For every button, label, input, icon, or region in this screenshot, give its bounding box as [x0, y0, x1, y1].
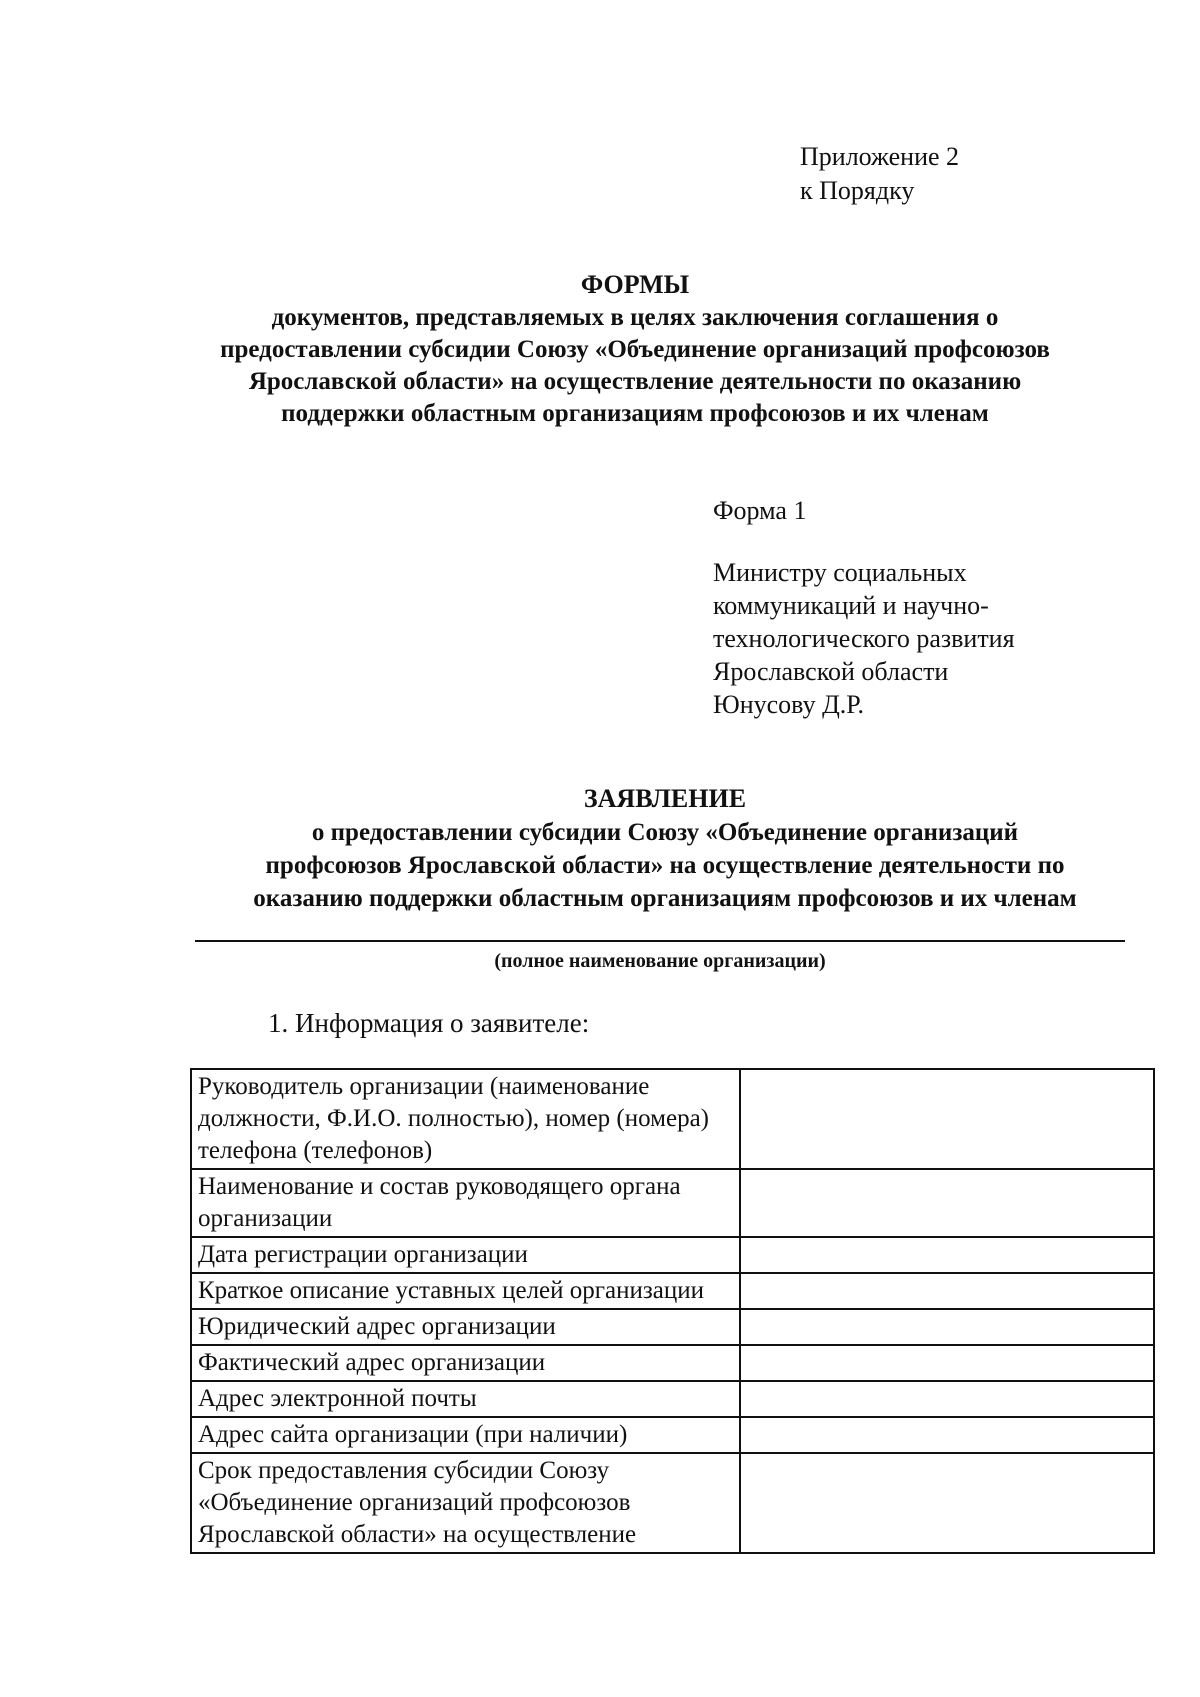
table-row — [191, 1273, 1154, 1309]
table-row — [191, 1417, 1154, 1453]
row-value — [740, 1169, 1154, 1237]
appendix-line-1: Приложение 2 — [800, 142, 960, 171]
organization-name-caption: (полное наименование организации) — [494, 950, 826, 972]
table-row — [191, 1169, 1154, 1237]
row-value — [740, 1069, 1154, 1169]
table-row — [191, 1345, 1154, 1381]
row-label: Руководитель организации (наименование должности, Ф.И.О. полностью), номер (номера) телефона (телефонов) — [191, 1069, 740, 1169]
appendix-note — [800, 140, 959, 208]
form-number: Форма 1 — [713, 496, 807, 525]
forms-heading-line: поддержки областным организациям профсоюзов и их членам — [281, 400, 989, 427]
table-row — [191, 1309, 1154, 1345]
statement-title: ЗАЯВЛЕНИЕ — [583, 784, 747, 813]
row-label: Срок предоставления субсидии Союзу «Объединение организаций профсоюзов Ярославской области» на осуществление — [191, 1453, 740, 1553]
forms-heading-line: предоставлении субсидии Союзу «Объединение организаций профсоюзов — [220, 336, 1050, 363]
row-label: Наименование и состав руководящего органа организации — [191, 1169, 740, 1237]
statement-heading-line: оказанию поддержки областным организациям профсоюзов и их членам — [253, 885, 1077, 912]
addressee-line: коммуникаций и научно- — [713, 591, 989, 620]
statement-heading — [180, 782, 1150, 915]
addressee-line: Ярославской области — [713, 657, 949, 686]
table-row — [191, 1069, 1154, 1169]
forms-heading — [180, 268, 1090, 430]
forms-title: ФОРМЫ — [580, 270, 690, 299]
row-label: Краткое описание уставных целей организации — [191, 1273, 740, 1309]
table-row — [191, 1237, 1154, 1273]
row-value — [740, 1417, 1154, 1453]
forms-heading-line: документов, представляемых в целях заключения соглашения о — [271, 304, 999, 331]
organization-name-line — [195, 940, 1125, 942]
row-label: Дата регистрации организации — [191, 1237, 740, 1273]
table-row — [191, 1381, 1154, 1417]
addressee-block — [713, 556, 1015, 721]
row-label: Адрес электронной почты — [191, 1381, 740, 1417]
row-label: Фактический адрес организации — [191, 1345, 740, 1381]
table-row — [191, 1453, 1154, 1553]
row-value — [740, 1381, 1154, 1417]
row-value — [740, 1309, 1154, 1345]
appendix-line-2: к Порядку — [800, 176, 915, 205]
applicant-info-table — [190, 1068, 1155, 1554]
addressee-line: Министру социальных — [713, 558, 967, 587]
addressee-line: технологического развития — [713, 624, 1015, 653]
row-value — [740, 1273, 1154, 1309]
addressee-line: Юнусову Д.Р. — [713, 690, 865, 719]
row-label: Адрес сайта организации (при наличии) — [191, 1417, 740, 1453]
row-label: Юридический адрес организации — [191, 1309, 740, 1345]
forms-heading-line: Ярославской области» на осуществление деятельности по оказанию — [248, 368, 1022, 395]
section-1-title: 1. Информация о заявителе: — [268, 1008, 590, 1038]
row-value — [740, 1453, 1154, 1553]
statement-heading-line: о предоставлении субсидии Союзу «Объединение организаций — [311, 819, 1019, 846]
row-value — [740, 1237, 1154, 1273]
row-value — [740, 1345, 1154, 1381]
statement-heading-line: профсоюзов Ярославской области» на осуществление деятельности по — [265, 852, 1065, 879]
